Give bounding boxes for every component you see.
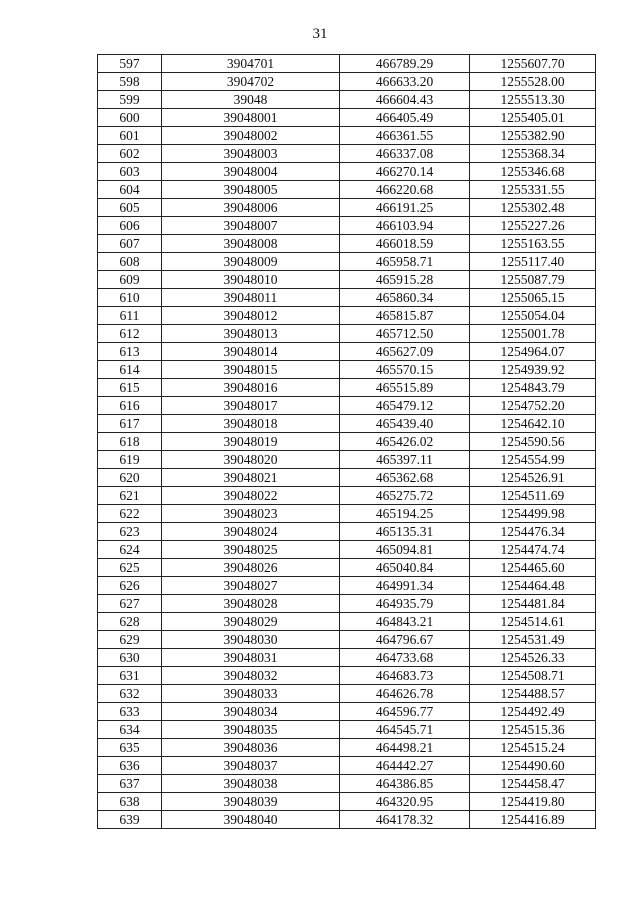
y-coordinate-cell: 1254474.74 [470,541,596,559]
row-number-cell: 626 [98,577,162,595]
table-row [98,379,596,397]
row-number-cell: 632 [98,685,162,703]
y-coordinate-cell: 1254464.48 [470,577,596,595]
x-coordinate-cell: 465958.71 [340,253,470,271]
point-id-cell: 39048008 [162,235,340,253]
x-coordinate-cell: 466103.94 [340,217,470,235]
y-coordinate-cell: 1255405.01 [470,109,596,127]
point-id-cell: 39048015 [162,361,340,379]
table-row [98,289,596,307]
point-id-cell: 39048040 [162,811,340,829]
x-coordinate-cell: 466361.55 [340,127,470,145]
x-coordinate-cell: 466633.20 [340,73,470,91]
table-row [98,559,596,577]
table-row [98,73,596,91]
y-coordinate-cell: 1254511.69 [470,487,596,505]
point-id-cell: 39048031 [162,649,340,667]
point-id-cell: 39048035 [162,721,340,739]
row-number-cell: 624 [98,541,162,559]
row-number-cell: 627 [98,595,162,613]
point-id-cell: 39048022 [162,487,340,505]
y-coordinate-cell: 1254843.79 [470,379,596,397]
row-number-cell: 597 [98,55,162,73]
table-row [98,523,596,541]
point-id-cell: 3904701 [162,55,340,73]
point-id-cell: 39048007 [162,217,340,235]
row-number-cell: 599 [98,91,162,109]
x-coordinate-cell: 465439.40 [340,415,470,433]
table-row [98,793,596,811]
row-number-cell: 608 [98,253,162,271]
y-coordinate-cell: 1255087.79 [470,271,596,289]
x-coordinate-cell: 464733.68 [340,649,470,667]
table-row [98,667,596,685]
y-coordinate-cell: 1254476.34 [470,523,596,541]
x-coordinate-cell: 464935.79 [340,595,470,613]
x-coordinate-cell: 465627.09 [340,343,470,361]
y-coordinate-cell: 1255065.15 [470,289,596,307]
point-id-cell: 39048028 [162,595,340,613]
y-coordinate-cell: 1254554.99 [470,451,596,469]
row-number-cell: 635 [98,739,162,757]
table-row [98,217,596,235]
y-coordinate-cell: 1255382.90 [470,127,596,145]
x-coordinate-cell: 466337.08 [340,145,470,163]
point-id-cell: 39048034 [162,703,340,721]
x-coordinate-cell: 466018.59 [340,235,470,253]
y-coordinate-cell: 1254526.91 [470,469,596,487]
row-number-cell: 615 [98,379,162,397]
table-row [98,55,596,73]
row-number-cell: 616 [98,397,162,415]
point-id-cell: 39048018 [162,415,340,433]
table-row [98,343,596,361]
row-number-cell: 621 [98,487,162,505]
table-row [98,775,596,793]
point-id-cell: 39048 [162,91,340,109]
point-id-cell: 39048003 [162,145,340,163]
table-row [98,541,596,559]
x-coordinate-cell: 464843.21 [340,613,470,631]
x-coordinate-cell: 466270.14 [340,163,470,181]
x-coordinate-cell: 465135.31 [340,523,470,541]
x-coordinate-cell: 464442.27 [340,757,470,775]
y-coordinate-cell: 1254964.07 [470,343,596,361]
point-id-cell: 39048025 [162,541,340,559]
table-row [98,451,596,469]
x-coordinate-cell: 464991.34 [340,577,470,595]
table-row [98,631,596,649]
y-coordinate-cell: 1255117.40 [470,253,596,271]
row-number-cell: 622 [98,505,162,523]
x-coordinate-cell: 465194.25 [340,505,470,523]
x-coordinate-cell: 464796.67 [340,631,470,649]
table-row [98,235,596,253]
table-row [98,721,596,739]
table-row [98,613,596,631]
point-id-cell: 39048037 [162,757,340,775]
y-coordinate-cell: 1255513.30 [470,91,596,109]
point-id-cell: 39048038 [162,775,340,793]
point-id-cell: 39048024 [162,523,340,541]
y-coordinate-cell: 1254526.33 [470,649,596,667]
row-number-cell: 633 [98,703,162,721]
point-id-cell: 39048011 [162,289,340,307]
table-row [98,739,596,757]
x-coordinate-cell: 466191.25 [340,199,470,217]
table-row [98,127,596,145]
row-number-cell: 636 [98,757,162,775]
row-number-cell: 639 [98,811,162,829]
table-row [98,307,596,325]
point-id-cell: 39048020 [162,451,340,469]
x-coordinate-cell: 465515.89 [340,379,470,397]
y-coordinate-cell: 1254458.47 [470,775,596,793]
row-number-cell: 612 [98,325,162,343]
y-coordinate-cell: 1255054.04 [470,307,596,325]
point-id-cell: 39048027 [162,577,340,595]
table-row [98,163,596,181]
x-coordinate-cell: 465040.84 [340,559,470,577]
x-coordinate-cell: 466220.68 [340,181,470,199]
y-coordinate-cell: 1254531.49 [470,631,596,649]
x-coordinate-cell: 465397.11 [340,451,470,469]
x-coordinate-cell: 465275.72 [340,487,470,505]
point-id-cell: 39048033 [162,685,340,703]
table-row [98,757,596,775]
y-coordinate-cell: 1254488.57 [470,685,596,703]
x-coordinate-cell: 465712.50 [340,325,470,343]
table-row [98,199,596,217]
x-coordinate-cell: 466789.29 [340,55,470,73]
point-id-cell: 39048001 [162,109,340,127]
table-row [98,397,596,415]
point-id-cell: 39048036 [162,739,340,757]
point-id-cell: 39048005 [162,181,340,199]
x-coordinate-cell: 464178.32 [340,811,470,829]
table-row [98,703,596,721]
row-number-cell: 610 [98,289,162,307]
x-coordinate-cell: 464626.78 [340,685,470,703]
y-coordinate-cell: 1254515.24 [470,739,596,757]
row-number-cell: 628 [98,613,162,631]
point-id-cell: 39048029 [162,613,340,631]
row-number-cell: 619 [98,451,162,469]
row-number-cell: 606 [98,217,162,235]
y-coordinate-cell: 1254508.71 [470,667,596,685]
row-number-cell: 602 [98,145,162,163]
table-body [98,55,596,829]
point-id-cell: 39048004 [162,163,340,181]
row-number-cell: 617 [98,415,162,433]
x-coordinate-cell: 465815.87 [340,307,470,325]
row-number-cell: 625 [98,559,162,577]
row-number-cell: 611 [98,307,162,325]
row-number-cell: 630 [98,649,162,667]
x-coordinate-cell: 464596.77 [340,703,470,721]
y-coordinate-cell: 1255528.00 [470,73,596,91]
table-row [98,649,596,667]
x-coordinate-cell: 465860.34 [340,289,470,307]
point-id-cell: 39048026 [162,559,340,577]
row-number-cell: 637 [98,775,162,793]
table-row [98,685,596,703]
y-coordinate-cell: 1254514.61 [470,613,596,631]
row-number-cell: 598 [98,73,162,91]
point-id-cell: 39048023 [162,505,340,523]
row-number-cell: 601 [98,127,162,145]
point-id-cell: 39048039 [162,793,340,811]
x-coordinate-cell: 465426.02 [340,433,470,451]
row-number-cell: 629 [98,631,162,649]
x-coordinate-cell: 464386.85 [340,775,470,793]
point-id-cell: 3904702 [162,73,340,91]
x-coordinate-cell: 465915.28 [340,271,470,289]
point-id-cell: 39048019 [162,433,340,451]
x-coordinate-cell: 465570.15 [340,361,470,379]
x-coordinate-cell: 464320.95 [340,793,470,811]
y-coordinate-cell: 1255607.70 [470,55,596,73]
table-row [98,325,596,343]
row-number-cell: 609 [98,271,162,289]
table-row [98,433,596,451]
row-number-cell: 634 [98,721,162,739]
table-row [98,109,596,127]
point-id-cell: 39048006 [162,199,340,217]
row-number-cell: 638 [98,793,162,811]
row-number-cell: 604 [98,181,162,199]
point-id-cell: 39048021 [162,469,340,487]
y-coordinate-cell: 1254752.20 [470,397,596,415]
table-row [98,577,596,595]
point-id-cell: 39048009 [162,253,340,271]
table-row [98,91,596,109]
row-number-cell: 631 [98,667,162,685]
table-row [98,595,596,613]
row-number-cell: 605 [98,199,162,217]
y-coordinate-cell: 1254642.10 [470,415,596,433]
table-row [98,361,596,379]
point-id-cell: 39048010 [162,271,340,289]
point-id-cell: 39048012 [162,307,340,325]
y-coordinate-cell: 1254465.60 [470,559,596,577]
row-number-cell: 607 [98,235,162,253]
y-coordinate-cell: 1254515.36 [470,721,596,739]
y-coordinate-cell: 1254490.60 [470,757,596,775]
row-number-cell: 620 [98,469,162,487]
page-number: 31 [312,26,328,42]
x-coordinate-cell: 464683.73 [340,667,470,685]
y-coordinate-cell: 1255331.55 [470,181,596,199]
point-id-cell: 39048017 [162,397,340,415]
y-coordinate-cell: 1254939.92 [470,361,596,379]
y-coordinate-cell: 1254419.80 [470,793,596,811]
table-row [98,811,596,829]
point-id-cell: 39048032 [162,667,340,685]
y-coordinate-cell: 1255302.48 [470,199,596,217]
table-row [98,181,596,199]
x-coordinate-cell: 465094.81 [340,541,470,559]
point-id-cell: 39048030 [162,631,340,649]
point-id-cell: 39048013 [162,325,340,343]
y-coordinate-cell: 1254492.49 [470,703,596,721]
y-coordinate-cell: 1254590.56 [470,433,596,451]
table-row [98,505,596,523]
row-number-cell: 600 [98,109,162,127]
x-coordinate-cell: 464498.21 [340,739,470,757]
x-coordinate-cell: 464545.71 [340,721,470,739]
coordinates-table [97,54,596,829]
x-coordinate-cell: 466604.43 [340,91,470,109]
table-row [98,415,596,433]
table-row [98,253,596,271]
y-coordinate-cell: 1255346.68 [470,163,596,181]
row-number-cell: 603 [98,163,162,181]
y-coordinate-cell: 1255368.34 [470,145,596,163]
row-number-cell: 623 [98,523,162,541]
y-coordinate-cell: 1255227.26 [470,217,596,235]
row-number-cell: 613 [98,343,162,361]
row-number-cell: 618 [98,433,162,451]
y-coordinate-cell: 1255001.78 [470,325,596,343]
row-number-cell: 614 [98,361,162,379]
point-id-cell: 39048014 [162,343,340,361]
x-coordinate-cell: 465362.68 [340,469,470,487]
table-row [98,469,596,487]
point-id-cell: 39048016 [162,379,340,397]
table-row [98,271,596,289]
point-id-cell: 39048002 [162,127,340,145]
table-row [98,487,596,505]
table-row [98,145,596,163]
y-coordinate-cell: 1255163.55 [470,235,596,253]
y-coordinate-cell: 1254416.89 [470,811,596,829]
x-coordinate-cell: 465479.12 [340,397,470,415]
y-coordinate-cell: 1254481.84 [470,595,596,613]
y-coordinate-cell: 1254499.98 [470,505,596,523]
x-coordinate-cell: 466405.49 [340,109,470,127]
